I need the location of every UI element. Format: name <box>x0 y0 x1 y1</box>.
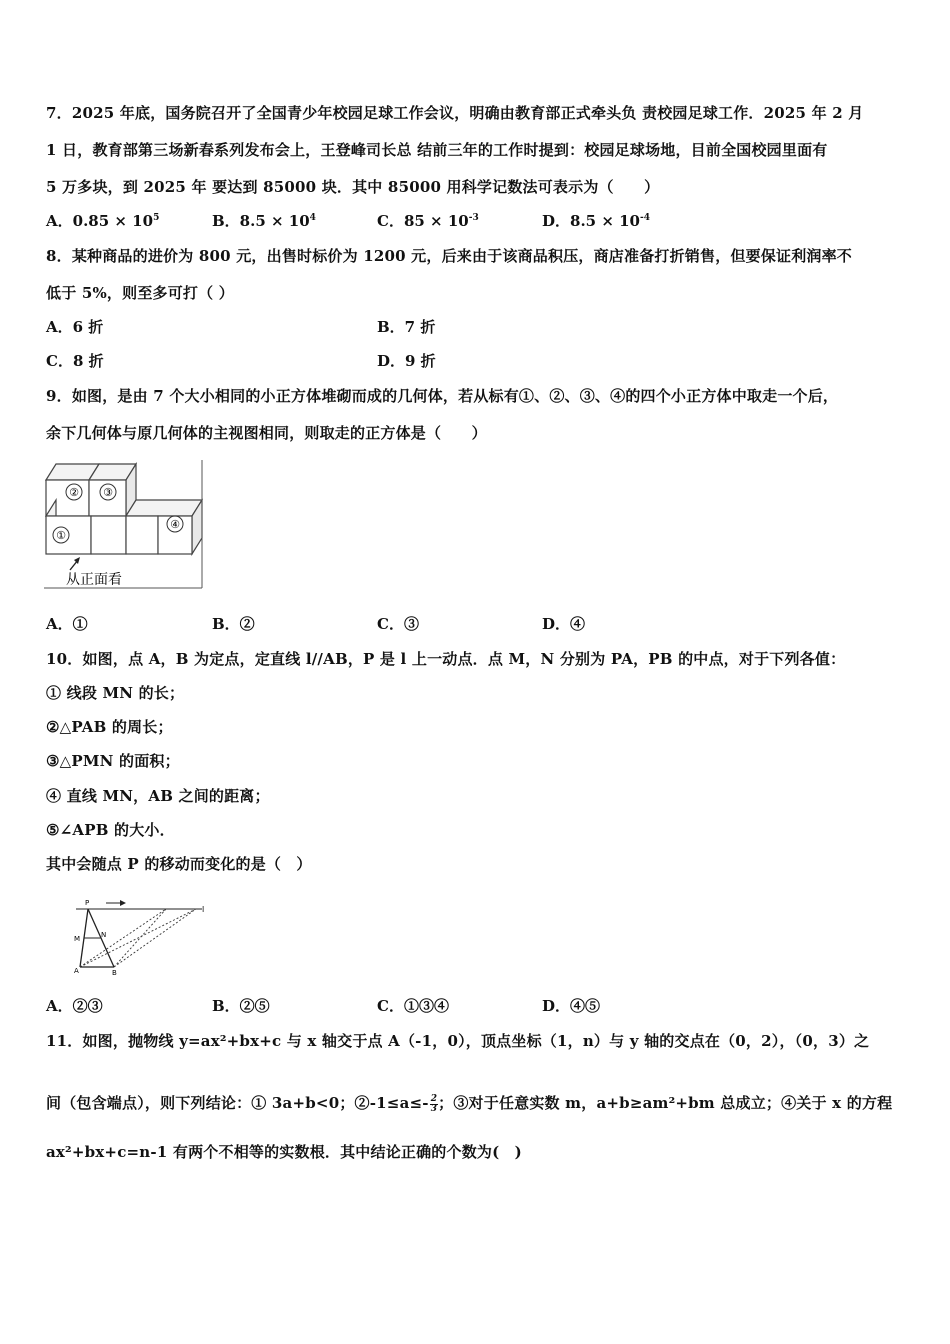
q8-option-c: C．8 折 <box>46 352 104 370</box>
q8-option-d: D．9 折 <box>377 352 436 370</box>
q9-line-2: 余下几何体与原几何体的主视图相同，则取走的正方体是（ ） <box>46 424 487 442</box>
q10-option-d: D．④⑤ <box>542 997 601 1015</box>
q9-option-a: A．① <box>46 615 88 633</box>
point-label-m: M <box>74 935 81 943</box>
q7-option-b: B．$8.5 \times 10^4$ <box>212 212 316 230</box>
q11-line-2: 间（包含端点），则下列结论：① 3a+b<0；②-1≤a≤- $\frac{2}{3}$ ；③对于任意实数 m，a+b≥am²+bm 总成立；④关于 x 的方程 <box>46 1093 893 1114</box>
q7-line-3: 5 万多块，到 2025 年 要达到 85000 块．其中 85000 用科学记数法可表示为（ ） <box>46 178 660 196</box>
q10-item-1: ① 线段 MN 的长； <box>46 684 185 702</box>
cube-label-4: ④ <box>170 518 180 531</box>
q9-line-1: 9．如图，是由 7 个大小相同的小正方体堆砌而成的几何体，若从标有①、②、③、④的四个小正方体中取走一个后， <box>46 387 839 405</box>
q11-line-3: ax²+bx+c=n-1 有两个不相等的实数根．其中结论正确的个数为( ) <box>46 1143 522 1161</box>
triangle-figure <box>70 895 210 977</box>
q8-line-2: 低于 5%，则至多可打（ ） <box>46 284 234 302</box>
q7-line-1: 7．2025 年底，国务院召开了全国青少年校园足球工作会议，明确由教育部正式牵头负 责校园足球工作．2025 年 2 月 <box>46 104 864 122</box>
q10-option-a: A．②③ <box>46 997 103 1015</box>
cube-label-2: ② <box>69 486 79 499</box>
q7-option-c: C．$85 \times 10^{-3}$ <box>377 212 479 230</box>
q10-question: 其中会随点 P 的移动而变化的是（ ） <box>46 855 312 873</box>
cube-figure-caption: 从正面看 <box>66 572 122 588</box>
cube-label-1: ① <box>56 529 66 542</box>
q8-option-b: B．7 折 <box>377 318 436 336</box>
q9-option-d: D．④ <box>542 615 586 633</box>
q7-line-2: 1 日，教育部第三场新春系列发布会上，王登峰司长总 结前三年的工作时提到：校园足球场地，目前全国校园里面有 <box>46 141 828 159</box>
q9-option-b: B．② <box>212 615 255 633</box>
q10-option-b: B．②⑤ <box>212 997 270 1015</box>
q10-item-3: ③△PMN 的面积； <box>46 752 180 770</box>
q7-option-d: D．$8.5 \times 10^{-4}$ <box>542 212 650 230</box>
point-label-p: P <box>85 899 90 907</box>
point-label-b: B <box>112 969 117 977</box>
q8-line-1: 8．某种商品的进价为 800 元，出售时标价为 1200 元，后来由于该商品积压，商店准备打折销售，但要保证利润率不 <box>46 247 852 265</box>
q7-option-a: A．$0.85 \times 10^5$ <box>46 212 160 230</box>
q10-item-5: ⑤∠APB 的大小． <box>46 821 175 839</box>
q10-line-1: 10．如图，点 A，B 为定点，定直线 l//AB，P 是 l 上一动点．点 M，N 分别为 PA，PB 的中点，对于下列各值： <box>46 650 846 668</box>
q10-item-2: ②△PAB 的周长； <box>46 718 173 736</box>
cube-label-3: ③ <box>103 486 113 499</box>
q10-item-4: ④ 直线 MN，AB 之间的距离； <box>46 787 270 805</box>
cube-stack-figure <box>44 460 206 590</box>
q9-option-c: C．③ <box>377 615 419 633</box>
point-label-a: A <box>74 967 79 975</box>
q8-option-a: A．6 折 <box>46 318 104 336</box>
q11-line-1: 11．如图，抛物线 y=ax²+bx+c 与 x 轴交于点 A（-1，0），顶点坐标（1，n）与 y 轴的交点在（0，2），（0，3）之 <box>46 1032 870 1050</box>
point-label-n: N <box>101 931 107 939</box>
line-label-l: l <box>202 905 205 914</box>
q10-option-c: C．①③④ <box>377 997 449 1015</box>
fraction-two-thirds: $\frac{2}{3}$ <box>430 1093 438 1114</box>
